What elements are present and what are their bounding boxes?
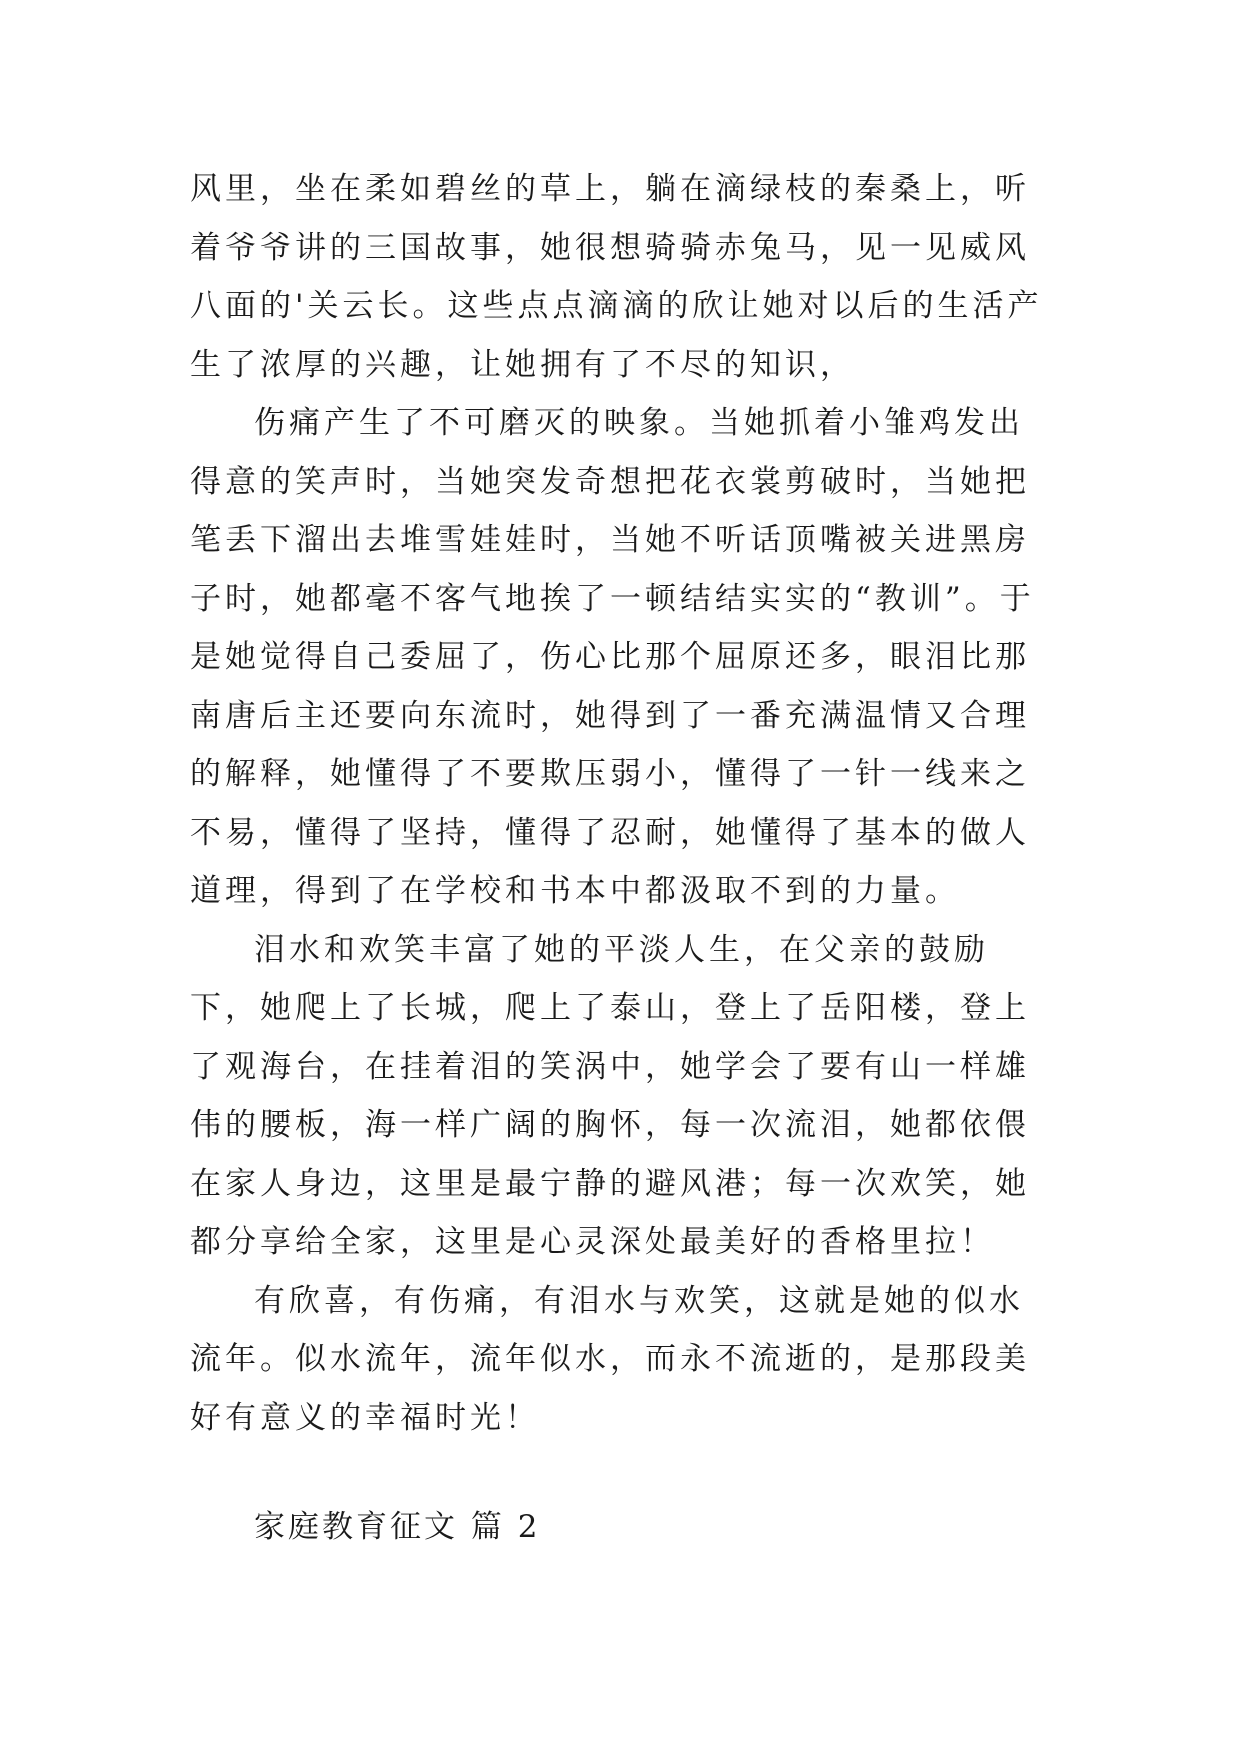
paragraph-4: 有欣喜，有伤痛，有泪水与欢笑，这就是她的似水流年。似水流年，流年似水，而永不流逝的，是那段美好有意义的幸福时光！	[190, 1282, 1030, 1436]
paragraph-2: 伤痛产生了不可磨灭的映象。当她抓着小雏鸡发出得意的笑声时，当她突发奇想把花衣裳剪破时，当她把笔丢下溜出去堆雪娃娃时，当她不听话顶嘴被关进黑房子时，她都毫不客气地挨了一顿结结实实的“教训”。于是她觉得自己委屈了，伤心比那个屈原还多，眼泪比那南唐后主还要向东流时，她得到了一番充满温情又合理的解释，她懂得了不要欺压弱小，懂得了一针一线来之不易，懂得了坚持，懂得了忍耐，她懂得了基本的做人道理，得到了在学校和书本中都汲取不到的力量。	[190, 405, 1035, 909]
paragraph-1: 风里，坐在柔如碧丝的草上，躺在滴绿枝的秦桑上，听着爷爷讲的三国故事，她很想骑骑赤兔马，见一见威风八面的'关云长。这些点点滴滴的欣让她对以后的生活产生了浓厚的兴趣，让她拥有了不尽的知识，	[190, 171, 1043, 383]
section-heading: 家庭教育征文 篇 2	[254, 1509, 541, 1545]
body-text	[190, 160, 1056, 1447]
paragraph-3: 泪水和欢笑丰富了她的平淡人生，在父亲的鼓励下，她爬上了长城，爬上了泰山，登上了岳阳楼，登上了观海台，在挂着泪的笑涡中，她学会了要有山一样雄伟的腰板，海一样广阔的胸怀，每一次流泪，她都依偎在家人身边，这里是最宁静的避风港；每一次欢笑，她都分享给全家，这里是心灵深处最美好的香格里拉！	[190, 931, 1030, 1260]
